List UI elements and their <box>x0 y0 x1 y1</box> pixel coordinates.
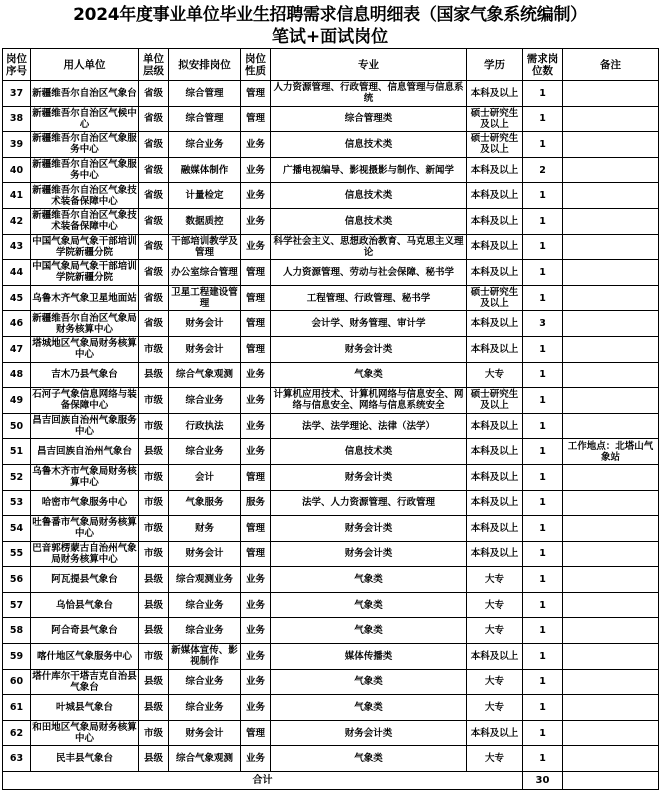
cell-nature: 业务 <box>241 618 271 644</box>
cell-major: 气象类 <box>271 567 467 593</box>
cell-position: 计量检定 <box>169 183 241 209</box>
cell-nature: 业务 <box>241 567 271 593</box>
cell-seq: 50 <box>3 413 31 439</box>
total-value: 30 <box>523 772 563 790</box>
cell-seq: 41 <box>3 183 31 209</box>
cell-employer: 阿合奇县气象台 <box>31 618 139 644</box>
cell-position: 综合观测业务 <box>169 567 241 593</box>
cell-remarks <box>563 516 659 542</box>
cell-position: 财务会计 <box>169 541 241 567</box>
cell-nature: 管理 <box>241 336 271 362</box>
cell-position: 综合业务 <box>169 618 241 644</box>
cell-major: 信息技术类 <box>271 208 467 234</box>
cell-seq: 38 <box>3 106 31 132</box>
cell-major: 工程管理、行政管理、秘书学 <box>271 285 467 311</box>
cell-seq: 44 <box>3 260 31 286</box>
table-row <box>3 592 659 618</box>
cell-remarks <box>563 567 659 593</box>
cell-employer: 叶城县气象台 <box>31 695 139 721</box>
cell-seq: 54 <box>3 516 31 542</box>
cell-level: 县级 <box>139 618 169 644</box>
cell-position: 财务 <box>169 516 241 542</box>
table-row <box>3 516 659 542</box>
cell-seq: 61 <box>3 695 31 721</box>
cell-education: 硕士研究生及以上 <box>467 388 523 414</box>
header-nature: 岗位性质 <box>241 49 271 81</box>
cell-level: 市级 <box>139 644 169 670</box>
cell-position: 财务会计 <box>169 311 241 337</box>
header-major: 专业 <box>271 49 467 81</box>
cell-seq: 47 <box>3 336 31 362</box>
cell-nature: 业务 <box>241 388 271 414</box>
cell-nature: 业务 <box>241 746 271 772</box>
cell-remarks <box>563 183 659 209</box>
cell-employer: 中国气象局气象干部培训学院新疆分院 <box>32 261 137 284</box>
cell-seq: 51 <box>3 439 31 465</box>
cell-major: 信息技术类 <box>271 132 467 158</box>
cell-major: 法学、人力资源管理、行政管理 <box>271 490 467 516</box>
cell-employer: 昌吉回族自治州气象服务中心 <box>32 415 137 438</box>
cell-count: 1 <box>523 644 563 670</box>
table-row <box>3 541 659 567</box>
cell-education: 本科及以上 <box>467 336 523 362</box>
cell-major: 科学社会主义、思想政治教育、马克思主义理论 <box>271 234 467 260</box>
cell-count: 1 <box>523 183 563 209</box>
cell-count: 2 <box>523 157 563 183</box>
cell-major: 财务会计类 <box>271 516 467 542</box>
cell-position: 综合气象观测 <box>169 746 241 772</box>
cell-education: 大专 <box>467 618 523 644</box>
cell-level: 县级 <box>139 746 169 772</box>
cell-remarks <box>563 234 659 260</box>
cell-seq: 58 <box>3 618 31 644</box>
cell-education: 大专 <box>467 567 523 593</box>
table-row <box>3 81 659 107</box>
cell-seq: 53 <box>3 490 31 516</box>
cell-count: 1 <box>523 720 563 746</box>
cell-seq: 48 <box>3 362 31 388</box>
cell-level: 省级 <box>139 106 169 132</box>
cell-count: 1 <box>523 106 563 132</box>
cell-nature: 业务 <box>241 695 271 721</box>
cell-major: 财务会计类 <box>271 336 467 362</box>
cell-remarks <box>563 541 659 567</box>
cell-education: 本科及以上 <box>467 311 523 337</box>
table-row <box>3 132 659 158</box>
cell-major: 气象类 <box>271 362 467 388</box>
cell-remarks <box>563 618 659 644</box>
cell-nature: 管理 <box>241 81 271 107</box>
cell-education: 硕士研究生及以上 <box>467 285 523 311</box>
cell-nature: 业务 <box>241 413 271 439</box>
cell-major: 计算机应用技术、计算机网络与信息安全、网络与信息安全、网络与信息系统安全 <box>271 388 467 414</box>
cell-count: 1 <box>523 695 563 721</box>
cell-nature: 管理 <box>241 464 271 490</box>
cell-remarks: 工作地点：北塔山气象站 <box>563 439 659 465</box>
cell-education: 大专 <box>467 695 523 721</box>
cell-employer: 巴音郭楞蒙古自治州气象局财务核算中心 <box>32 542 137 565</box>
cell-education: 硕士研究生及以上 <box>467 132 523 158</box>
cell-level: 县级 <box>139 669 169 695</box>
cell-position: 综合业务 <box>169 439 241 465</box>
cell-level: 省级 <box>139 260 169 286</box>
cell-level: 市级 <box>139 464 169 490</box>
cell-remarks <box>563 695 659 721</box>
table-row <box>3 439 659 465</box>
table-row <box>3 567 659 593</box>
cell-nature: 服务 <box>241 490 271 516</box>
table-row <box>3 157 659 183</box>
recruitment-table <box>2 48 659 790</box>
cell-nature: 管理 <box>241 720 271 746</box>
table-row <box>3 490 659 516</box>
cell-education: 硕士研究生及以上 <box>467 106 523 132</box>
cell-remarks <box>563 644 659 670</box>
cell-major: 人力资源管理、行政管理、信息管理与信息系统 <box>271 81 467 107</box>
cell-count: 1 <box>523 490 563 516</box>
cell-education: 本科及以上 <box>467 183 523 209</box>
cell-nature: 业务 <box>241 208 271 234</box>
header-count: 需求岗位数 <box>523 49 563 81</box>
cell-nature: 业务 <box>241 362 271 388</box>
cell-employer: 阿瓦提县气象台 <box>31 567 139 593</box>
cell-major: 气象类 <box>271 695 467 721</box>
cell-count: 1 <box>523 208 563 234</box>
cell-employer: 民丰县气象台 <box>31 746 139 772</box>
cell-remarks <box>563 260 659 286</box>
cell-position: 新媒体宣传、影视制作 <box>169 644 241 670</box>
total-remarks <box>563 772 659 790</box>
cell-level: 县级 <box>139 592 169 618</box>
cell-education: 本科及以上 <box>467 260 523 286</box>
cell-remarks <box>563 669 659 695</box>
cell-count: 1 <box>523 234 563 260</box>
cell-position: 综合业务 <box>169 669 241 695</box>
table-row <box>3 464 659 490</box>
cell-remarks <box>563 413 659 439</box>
header-employer: 用人单位 <box>31 49 139 81</box>
table-row <box>3 234 659 260</box>
cell-major: 气象类 <box>271 592 467 618</box>
cell-employer: 昌吉回族自治州气象台 <box>31 439 139 465</box>
cell-count: 1 <box>523 567 563 593</box>
cell-nature: 管理 <box>241 311 271 337</box>
cell-education: 本科及以上 <box>467 516 523 542</box>
table-row <box>3 285 659 311</box>
cell-position: 气象服务 <box>169 490 241 516</box>
cell-count: 1 <box>523 516 563 542</box>
cell-education: 本科及以上 <box>467 81 523 107</box>
cell-level: 市级 <box>139 490 169 516</box>
cell-remarks <box>563 490 659 516</box>
cell-level: 县级 <box>139 362 169 388</box>
cell-nature: 业务 <box>241 592 271 618</box>
cell-education: 本科及以上 <box>467 541 523 567</box>
cell-seq: 37 <box>3 81 31 107</box>
cell-level: 省级 <box>139 183 169 209</box>
cell-education: 本科及以上 <box>467 234 523 260</box>
table-row <box>3 413 659 439</box>
document-title: 2024年度事业单位毕业生招聘需求信息明细表（国家气象系统编制） <box>73 5 587 25</box>
cell-education: 本科及以上 <box>467 208 523 234</box>
cell-seq: 52 <box>3 464 31 490</box>
cell-level: 省级 <box>139 208 169 234</box>
cell-level: 县级 <box>139 567 169 593</box>
cell-education: 大专 <box>467 669 523 695</box>
cell-position: 综合管理 <box>169 106 241 132</box>
cell-count: 1 <box>523 362 563 388</box>
table-row <box>3 362 659 388</box>
cell-employer: 吉木乃县气象台 <box>31 362 139 388</box>
cell-seq: 49 <box>3 388 31 414</box>
cell-employer: 新疆维吾尔自治区气象服务中心 <box>32 133 137 156</box>
table-row <box>3 260 659 286</box>
cell-count: 1 <box>523 413 563 439</box>
cell-position: 办公室综合管理 <box>169 260 241 286</box>
cell-employer: 乌鲁木齐气象卫星地面站 <box>31 285 139 311</box>
cell-seq: 46 <box>3 311 31 337</box>
cell-seq: 45 <box>3 285 31 311</box>
cell-remarks <box>563 81 659 107</box>
header-position: 拟安排岗位 <box>169 49 241 81</box>
cell-seq: 60 <box>3 669 31 695</box>
cell-major: 综合管理类 <box>271 106 467 132</box>
cell-employer: 喀什地区气象服务中心 <box>31 644 139 670</box>
cell-employer: 乌鲁木齐市气象局财务核算中心 <box>32 466 137 489</box>
cell-nature: 业务 <box>241 644 271 670</box>
cell-employer: 新疆维吾尔自治区气象台 <box>31 81 139 107</box>
cell-nature: 业务 <box>241 669 271 695</box>
cell-remarks <box>563 208 659 234</box>
table-row <box>3 106 659 132</box>
cell-nature: 管理 <box>241 106 271 132</box>
table-row <box>3 183 659 209</box>
cell-position: 综合业务 <box>169 592 241 618</box>
cell-level: 省级 <box>139 285 169 311</box>
table-header-row <box>3 49 659 81</box>
cell-seq: 62 <box>3 720 31 746</box>
cell-nature: 管理 <box>241 285 271 311</box>
table-row <box>3 336 659 362</box>
cell-count: 1 <box>523 669 563 695</box>
cell-remarks <box>563 157 659 183</box>
header-remarks: 备注 <box>563 49 659 81</box>
cell-education: 本科及以上 <box>467 157 523 183</box>
header-education: 学历 <box>467 49 523 81</box>
cell-remarks <box>563 464 659 490</box>
cell-employer: 新疆维吾尔自治区气象局财务核算中心 <box>32 312 137 335</box>
cell-position: 融媒体制作 <box>169 157 241 183</box>
cell-seq: 55 <box>3 541 31 567</box>
cell-position: 综合业务 <box>169 132 241 158</box>
cell-employer: 新疆维吾尔自治区气象服务中心 <box>32 159 137 182</box>
cell-nature: 业务 <box>241 183 271 209</box>
cell-education: 本科及以上 <box>467 490 523 516</box>
cell-count: 1 <box>523 592 563 618</box>
cell-position: 数据质控 <box>169 208 241 234</box>
cell-education: 本科及以上 <box>467 464 523 490</box>
cell-major: 媒体传播类 <box>271 644 467 670</box>
cell-position: 综合业务 <box>169 388 241 414</box>
cell-seq: 40 <box>3 157 31 183</box>
table-row <box>3 695 659 721</box>
cell-employer: 塔城地区气象局财务核算中心 <box>32 338 137 361</box>
cell-employer: 吐鲁番市气象局财务核算中心 <box>32 517 137 540</box>
table-row <box>3 746 659 772</box>
cell-employer: 中国气象局气象干部培训学院新疆分院 <box>32 235 137 258</box>
table-row <box>3 388 659 414</box>
cell-major: 人力资源管理、劳动与社会保障、秘书学 <box>271 260 467 286</box>
cell-level: 市级 <box>139 388 169 414</box>
table-body <box>3 81 659 772</box>
total-row <box>3 772 659 790</box>
cell-position: 综合业务 <box>169 695 241 721</box>
cell-nature: 管理 <box>241 516 271 542</box>
cell-count: 1 <box>523 336 563 362</box>
cell-seq: 42 <box>3 208 31 234</box>
cell-level: 市级 <box>139 336 169 362</box>
cell-count: 1 <box>523 439 563 465</box>
cell-remarks <box>563 362 659 388</box>
cell-level: 市级 <box>139 720 169 746</box>
cell-employer: 哈密市气象服务中心 <box>31 490 139 516</box>
cell-count: 1 <box>523 260 563 286</box>
cell-remarks <box>563 285 659 311</box>
cell-count: 1 <box>523 541 563 567</box>
total-label: 合计 <box>3 772 523 790</box>
cell-nature: 业务 <box>241 157 271 183</box>
cell-seq: 43 <box>3 234 31 260</box>
cell-level: 省级 <box>139 157 169 183</box>
cell-position: 财务会计 <box>169 336 241 362</box>
cell-position: 综合气象观测 <box>169 362 241 388</box>
cell-remarks <box>563 336 659 362</box>
cell-count: 1 <box>523 618 563 644</box>
cell-major: 会计学、财务管理、审计学 <box>271 311 467 337</box>
cell-nature: 业务 <box>241 132 271 158</box>
cell-education: 大专 <box>467 746 523 772</box>
cell-level: 县级 <box>139 439 169 465</box>
cell-remarks <box>563 746 659 772</box>
cell-level: 市级 <box>139 413 169 439</box>
cell-remarks <box>563 720 659 746</box>
header-level: 单位层级 <box>139 49 169 81</box>
cell-remarks <box>563 132 659 158</box>
cell-count: 1 <box>523 388 563 414</box>
cell-employer: 乌恰县气象台 <box>31 592 139 618</box>
cell-nature: 管理 <box>241 541 271 567</box>
cell-education: 本科及以上 <box>467 439 523 465</box>
cell-level: 市级 <box>139 541 169 567</box>
cell-seq: 59 <box>3 644 31 670</box>
cell-position: 干部培训教学及管理 <box>169 234 241 260</box>
cell-position: 综合管理 <box>169 81 241 107</box>
cell-major: 财务会计类 <box>271 464 467 490</box>
cell-position: 行政执法 <box>169 413 241 439</box>
cell-employer: 新疆维吾尔自治区气候中心 <box>32 107 137 130</box>
table-row <box>3 644 659 670</box>
cell-education: 本科及以上 <box>467 413 523 439</box>
cell-employer: 新疆维吾尔自治区气象技术装备保障中心 <box>32 184 137 207</box>
cell-nature: 管理 <box>241 260 271 286</box>
cell-level: 省级 <box>139 81 169 107</box>
cell-education: 本科及以上 <box>467 644 523 670</box>
cell-major: 财务会计类 <box>271 541 467 567</box>
cell-level: 省级 <box>139 234 169 260</box>
cell-seq: 56 <box>3 567 31 593</box>
cell-employer: 塔什库尔干塔吉克自治县气象台 <box>32 670 137 693</box>
cell-education: 大专 <box>467 362 523 388</box>
cell-remarks <box>563 388 659 414</box>
cell-position: 会计 <box>169 464 241 490</box>
cell-remarks <box>563 311 659 337</box>
cell-nature: 业务 <box>241 439 271 465</box>
cell-position: 财务会计 <box>169 720 241 746</box>
cell-count: 3 <box>523 311 563 337</box>
cell-major: 广播电视编导、影视摄影与制作、新闻学 <box>271 157 467 183</box>
document-subtitle: 笔试+面试岗位 <box>271 27 389 47</box>
cell-major: 气象类 <box>271 618 467 644</box>
cell-major: 气象类 <box>271 746 467 772</box>
cell-position: 卫星工程建设管理 <box>169 285 241 311</box>
cell-level: 省级 <box>139 311 169 337</box>
cell-count: 1 <box>523 285 563 311</box>
cell-remarks <box>563 592 659 618</box>
cell-seq: 39 <box>3 132 31 158</box>
cell-seq: 63 <box>3 746 31 772</box>
cell-education: 大专 <box>467 592 523 618</box>
table-row <box>3 311 659 337</box>
cell-count: 1 <box>523 132 563 158</box>
cell-major: 气象类 <box>271 669 467 695</box>
cell-remarks <box>563 106 659 132</box>
cell-education: 本科及以上 <box>467 720 523 746</box>
cell-count: 1 <box>523 746 563 772</box>
cell-level: 市级 <box>139 516 169 542</box>
cell-count: 1 <box>523 81 563 107</box>
table-row <box>3 720 659 746</box>
table-row <box>3 208 659 234</box>
cell-level: 县级 <box>139 695 169 721</box>
cell-major: 法学、法学理论、法律（法学） <box>271 413 467 439</box>
cell-seq: 57 <box>3 592 31 618</box>
cell-employer: 石河子气象信息网络与装备保障中心 <box>32 389 137 412</box>
table-row <box>3 618 659 644</box>
header-seq: 岗位序号 <box>3 49 31 81</box>
cell-employer: 和田地区气象局财务核算中心 <box>32 722 137 745</box>
cell-major: 信息技术类 <box>271 183 467 209</box>
cell-level: 省级 <box>139 132 169 158</box>
table-row <box>3 669 659 695</box>
cell-employer: 新疆维吾尔自治区气象技术装备保障中心 <box>32 210 137 233</box>
cell-nature: 业务 <box>241 234 271 260</box>
cell-count: 1 <box>523 464 563 490</box>
cell-major: 信息技术类 <box>271 439 467 465</box>
cell-major: 财务会计类 <box>271 720 467 746</box>
